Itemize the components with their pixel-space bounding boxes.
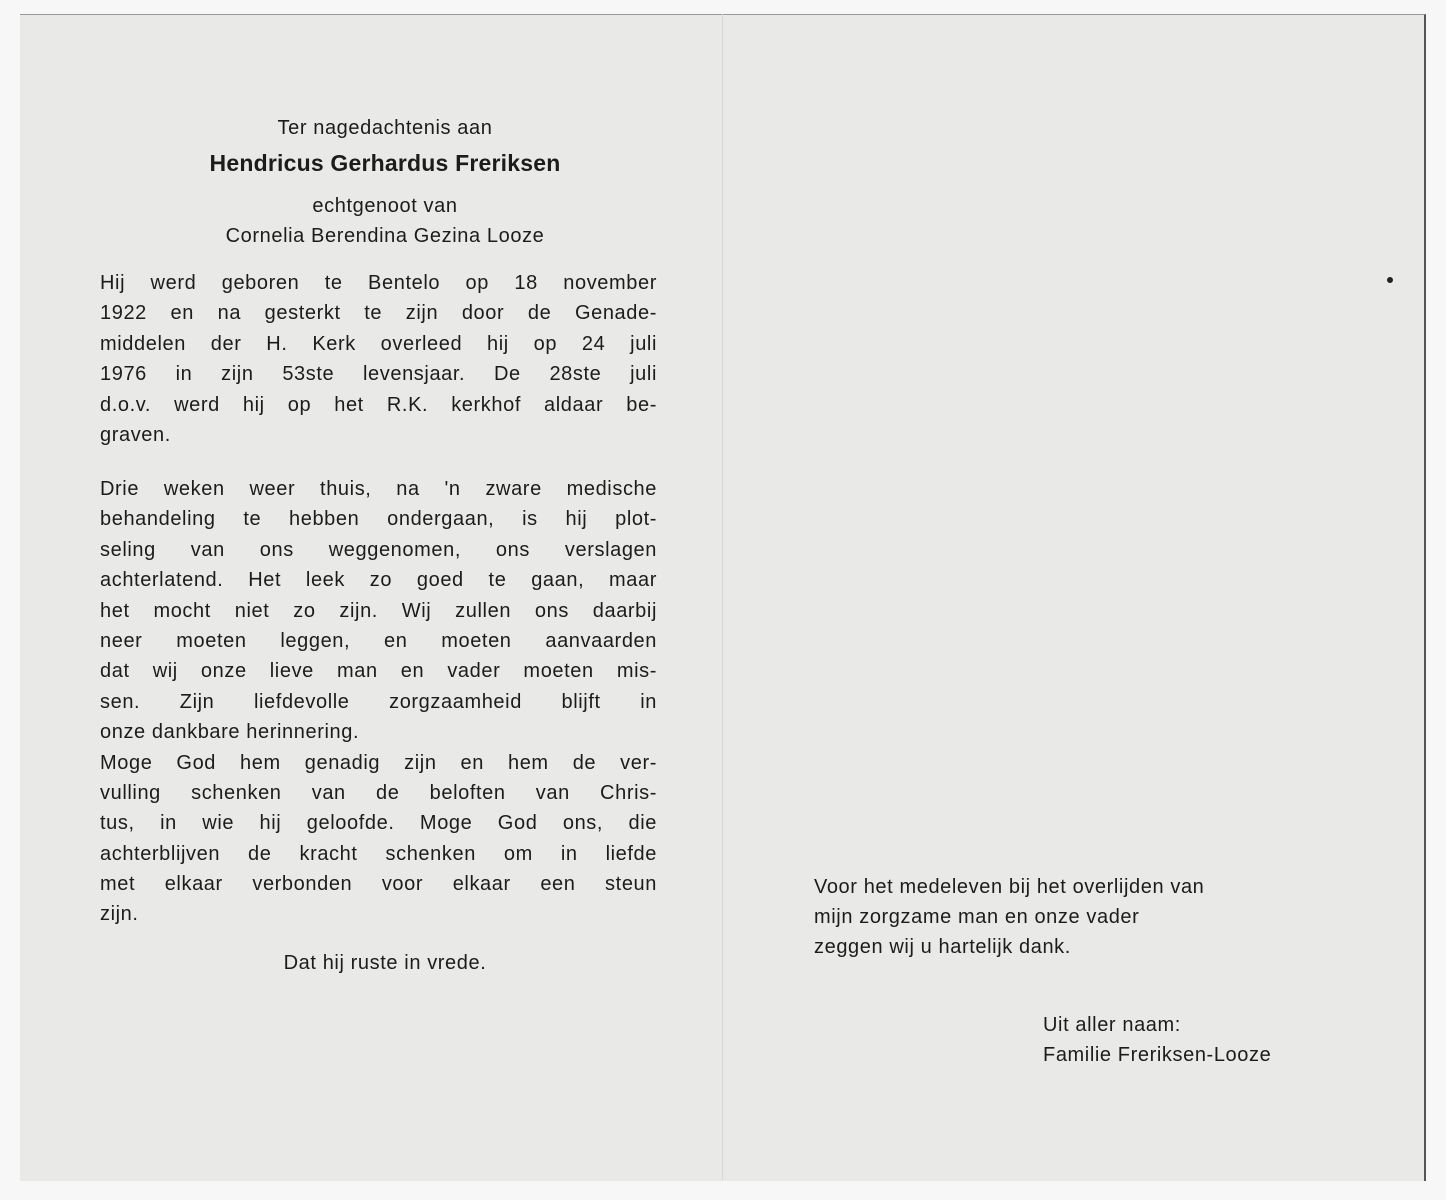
text-line: sen. Zijn liefdevolle zorgzaamheid blijft in xyxy=(100,690,657,713)
spouse-name: Cornelia Berendina Gezina Looze xyxy=(225,225,545,247)
text-line: Uit aller naam: xyxy=(1043,1014,1181,1036)
text-line: seling van ons weggenomen, ons verslagen xyxy=(100,538,657,561)
relation-text: echtgenoot van xyxy=(312,195,458,217)
text-line: neer moeten leggen, en moeten aanvaarden xyxy=(100,629,657,652)
deceased-name: Hendricus Gerhardus Freriksen xyxy=(209,150,561,176)
text-line: Familie Freriksen-Looze xyxy=(1043,1044,1272,1066)
text-line: dat wij onze lieve man en vader moeten mis- xyxy=(100,660,657,683)
speck xyxy=(1387,277,1393,283)
text-line: het mocht niet zo zijn. Wij zullen ons daarbij xyxy=(100,599,657,622)
biography-paragraph xyxy=(100,268,657,450)
text-line: 1922 en na gesterkt te zijn door de Genade- xyxy=(100,302,657,325)
text-line: behandeling te hebben ondergaan, is hij plot- xyxy=(100,508,657,531)
text-line: Moge God hem genadig zijn en hem de ver- xyxy=(100,751,657,774)
card-fold xyxy=(722,14,723,1180)
text-line: zijn. xyxy=(100,903,139,926)
text-line: Drie weken weer thuis, na 'n zware medische xyxy=(100,478,657,500)
closing-text: Dat hij ruste in vrede. xyxy=(283,952,487,974)
thanks-text xyxy=(814,872,1204,962)
text-line: middelen der H. Kerk overleed hij op 24 juli xyxy=(100,332,657,355)
farewell-paragraph xyxy=(100,474,657,930)
text-line: achterlatend. Het leek zo goed te gaan, maar xyxy=(100,569,657,592)
text-line: vulling schenken van de beloften van Chris- xyxy=(100,781,657,804)
text-line: achterblijven de kracht schenken om in liefde xyxy=(100,842,657,865)
text-line: graven. xyxy=(100,423,171,446)
text-line: Voor het medeleven bij het overlijden van xyxy=(814,876,1205,898)
text-line: mijn zorgzame man en onze vader xyxy=(814,906,1140,928)
text-line: 1976 in zijn 53ste levensjaar. De 28ste juli xyxy=(100,363,657,386)
text-line: d.o.v. werd hij op het R.K. kerkhof aldaar be- xyxy=(100,393,657,416)
signoff-text xyxy=(1043,1010,1271,1070)
text-line: zeggen wij u hartelijk dank. xyxy=(814,936,1071,958)
intro-text: Ter nagedachtenis aan xyxy=(277,117,493,139)
text-line: met elkaar verbonden voor elkaar een steun xyxy=(100,873,657,896)
text-line: Hij werd geboren te Bentelo op 18 november xyxy=(100,272,657,294)
text-line: onze dankbare herinnering. xyxy=(100,721,360,744)
text-line: tus, in wie hij geloofde. Moge God ons, die xyxy=(100,812,657,835)
